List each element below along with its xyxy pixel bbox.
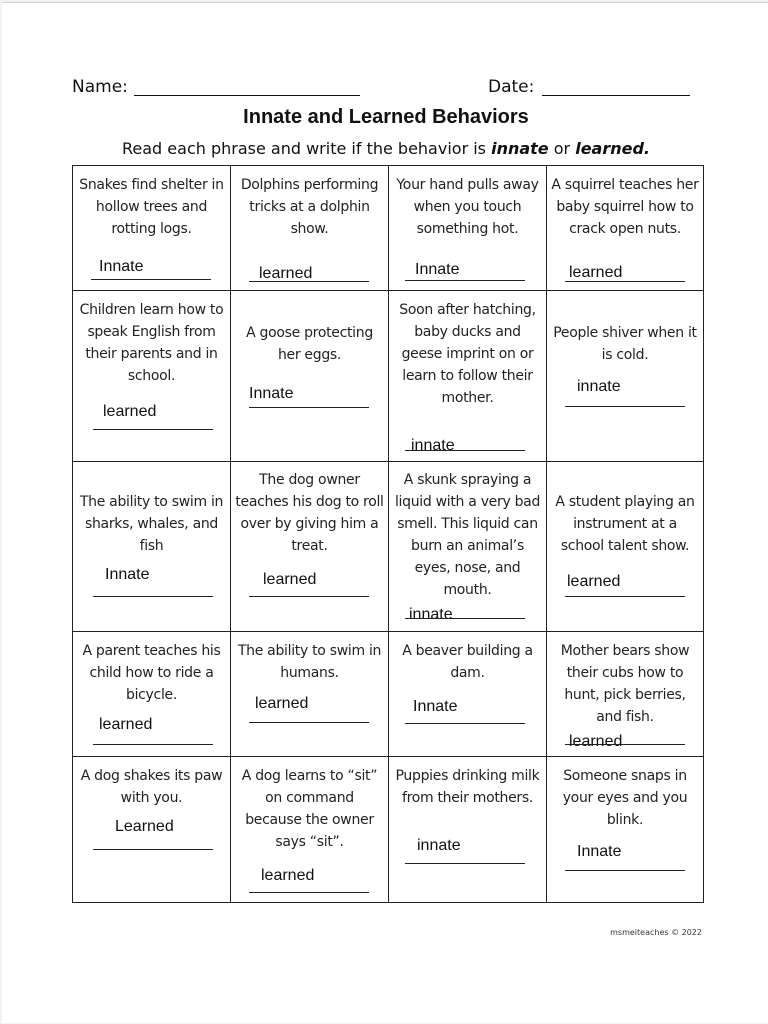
behavior-phrase: The ability to swim in sharks, whales, and fish: [79, 494, 224, 554]
behavior-phrase: Snakes find shelter in hollow trees and rotting logs.: [79, 177, 224, 237]
copyright-footer: msmeiteaches © 2022: [610, 928, 702, 937]
grid-cell: [231, 166, 389, 291]
answer-line: [93, 429, 213, 430]
grid-cell: [73, 462, 231, 632]
answer-line: [249, 407, 369, 408]
answer-line: [249, 892, 369, 893]
instruction-innate: innate: [491, 139, 549, 158]
instructions: [2, 139, 768, 158]
answer-line: [249, 281, 369, 282]
behavior-phrase: Soon after hatching, baby ducks and geese imprint on or learn to follow their mother.: [399, 302, 536, 406]
page-title: Innate and Learned Behaviors: [243, 106, 529, 128]
grid-cell: [389, 166, 547, 291]
grid-cell: [231, 462, 389, 632]
grid-cell: [389, 632, 547, 757]
answer-line: [405, 450, 525, 451]
grid-cell: [73, 757, 231, 902]
behavior-phrase: The ability to swim in humans.: [237, 643, 382, 681]
behavior-phrase: A parent teaches his child how to ride a bicycle.: [82, 643, 221, 703]
answer-text[interactable]: learned: [103, 403, 157, 420]
behavior-phrase: A dog shakes its paw with you.: [80, 768, 223, 806]
answer-text[interactable]: innate: [411, 437, 455, 454]
answer-text[interactable]: innate: [409, 606, 453, 623]
answer-text[interactable]: learned: [569, 733, 623, 750]
answer-line: [93, 744, 213, 745]
behavior-phrase: A skunk spraying a liquid with a very bad smell. This liquid can burn an animal’s eyes, nose, and mouth.: [394, 472, 541, 598]
answer-text[interactable]: Innate: [99, 258, 144, 275]
answer-line: [249, 722, 369, 723]
answer-line: [405, 723, 525, 724]
answer-line: [405, 280, 525, 281]
date-blank[interactable]: [542, 95, 690, 96]
answer-line: [91, 279, 211, 280]
answer-line: [405, 618, 525, 619]
instruction-learned: learned.: [575, 139, 650, 158]
answer-text[interactable]: Innate: [577, 843, 622, 860]
answer-line: [565, 406, 685, 407]
grid-cell: [547, 291, 703, 462]
answer-line: [565, 281, 685, 282]
answer-line: [565, 596, 685, 597]
grid-cell: [547, 632, 703, 757]
instruction-text: Read each phrase and write if the behavior is: [122, 139, 492, 158]
behavior-phrase: Mother bears show their cubs how to hunt, pick berries, and fish.: [560, 643, 690, 725]
answer-line: [93, 596, 213, 597]
name-blank[interactable]: [134, 95, 360, 96]
grid-cell: [389, 291, 547, 462]
worksheet-page: [2, 2, 768, 1023]
answer-text[interactable]: Innate: [249, 385, 294, 402]
behavior-phrase: A beaver building a dam.: [402, 643, 533, 681]
answer-text[interactable]: learned: [261, 867, 315, 884]
answer-line: [565, 744, 685, 745]
answer-text[interactable]: learned: [99, 716, 153, 733]
behavior-phrase: Dolphins performing tricks at a dolphin show.: [240, 177, 379, 237]
behavior-phrase: A student playing an instrument at a school talent show.: [555, 494, 695, 554]
behavior-phrase: Someone snaps in your eyes and you blink.: [562, 768, 688, 828]
answer-line: [93, 849, 213, 850]
answer-text[interactable]: learned: [259, 265, 313, 282]
behavior-phrase: A goose protecting her eggs.: [246, 325, 373, 363]
answer-text[interactable]: learned: [567, 573, 621, 590]
grid-cell: [73, 291, 231, 462]
answer-text[interactable]: learned: [569, 264, 623, 281]
grid-cell: [231, 757, 389, 902]
answer-text[interactable]: Learned: [115, 818, 174, 835]
grid-cell: [73, 166, 231, 291]
behavior-phrase: A squirrel teaches her baby squirrel how to crack open nuts.: [551, 177, 699, 237]
behavior-phrase: Your hand pulls away when you touch something hot.: [396, 177, 539, 237]
answer-line: [249, 596, 369, 597]
behavior-phrase: A dog learns to “sit” on command because the owner says “sit”.: [241, 768, 378, 850]
grid-cell: [389, 462, 547, 632]
answer-text[interactable]: Innate: [413, 698, 458, 715]
answer-text[interactable]: innate: [417, 837, 461, 854]
name-label: Name:: [72, 77, 128, 97]
grid-cell: [389, 757, 547, 902]
grid-cell: [547, 166, 703, 291]
answer-text[interactable]: innate: [577, 378, 621, 395]
grid-cell: [231, 291, 389, 462]
answer-text[interactable]: learned: [255, 695, 309, 712]
answer-text[interactable]: Innate: [105, 566, 150, 583]
answer-text[interactable]: learned: [263, 571, 317, 588]
grid-cell: [547, 462, 703, 632]
behavior-phrase: Children learn how to speak English from their parents and in school.: [79, 302, 224, 384]
header-row: [72, 77, 692, 101]
behavior-phrase: Puppies drinking milk from their mothers.: [395, 768, 540, 806]
answer-line: [405, 863, 525, 864]
grid-cell: [231, 632, 389, 757]
answer-text[interactable]: Innate: [415, 261, 460, 278]
behavior-phrase: People shiver when it is cold.: [553, 325, 697, 363]
instruction-or: or: [548, 139, 576, 158]
behavior-grid: [72, 165, 704, 903]
answer-line: [565, 870, 685, 871]
grid-cell: [73, 632, 231, 757]
grid-cell: [547, 757, 703, 902]
date-label: Date:: [488, 77, 535, 97]
behavior-phrase: The dog owner teaches his dog to roll over by giving him a treat.: [235, 472, 384, 554]
